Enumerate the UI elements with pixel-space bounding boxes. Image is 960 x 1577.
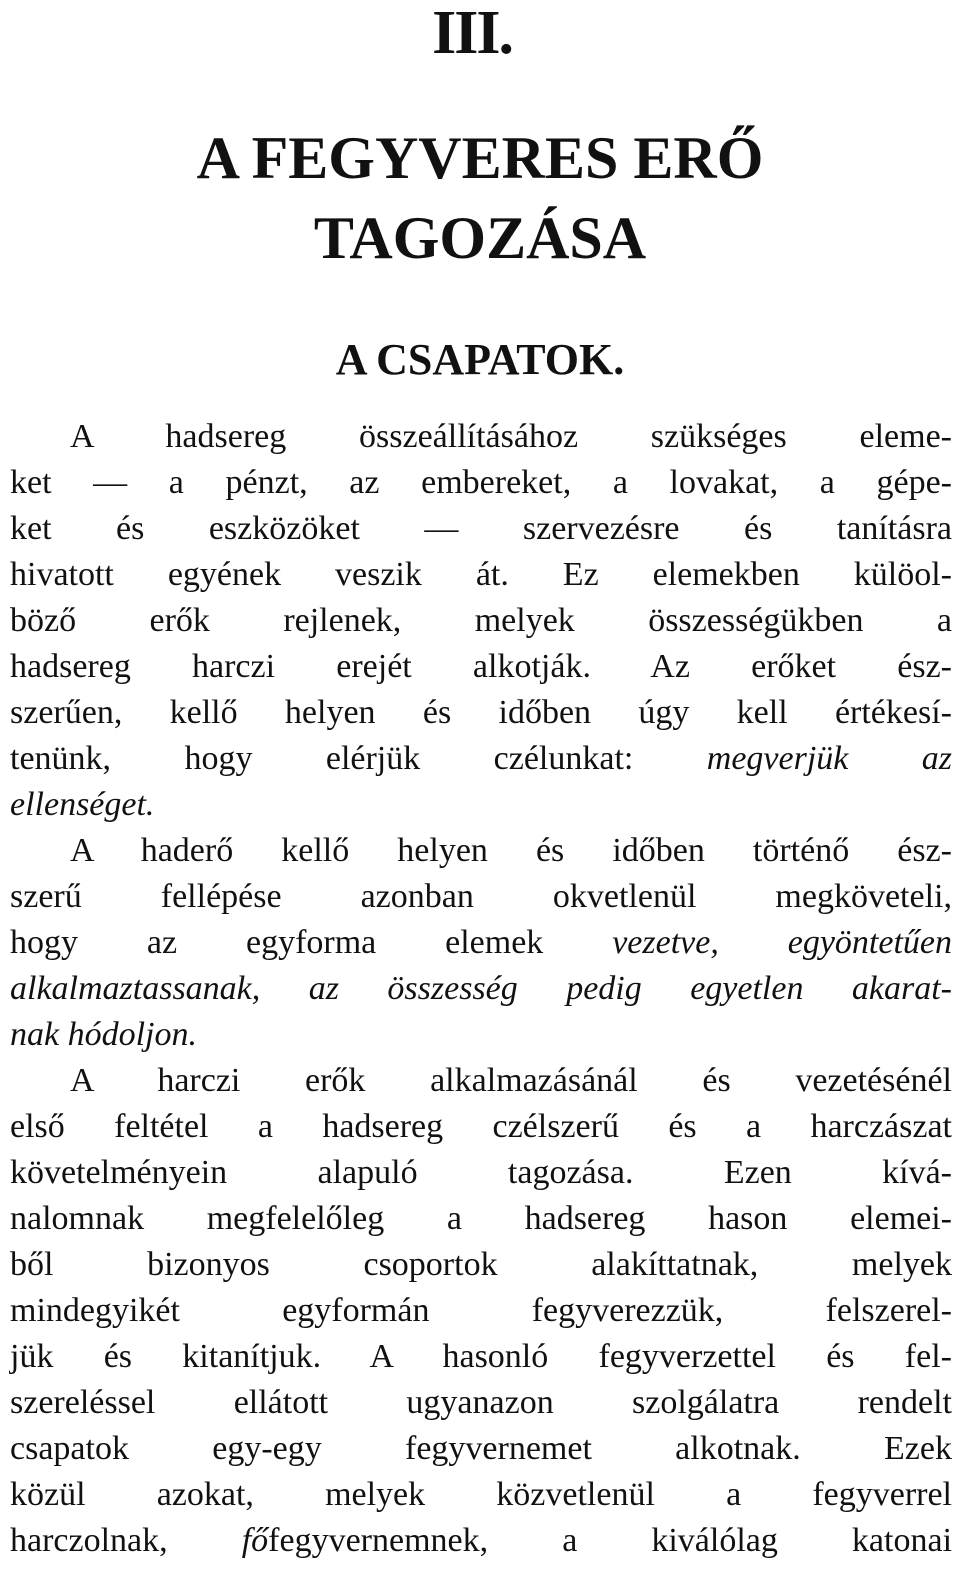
text-line: csapatok egy-egy fegyvernemet alkotnak. Ezek xyxy=(10,1430,952,1467)
paragraph-1 xyxy=(10,414,952,828)
text-line: böző erők rejlenek, melyek összességükben a xyxy=(10,602,952,639)
text-line: jük és kitanítjuk. A hasonló fegyverzettel és fel- xyxy=(10,1338,952,1375)
text-line: nalomnak megfelelőleg a hadsereg hason elemei- xyxy=(10,1200,952,1237)
section-heading: A CSAPATOK. xyxy=(335,335,625,384)
text-line: A hadsereg összeállításához szükséges eleme- xyxy=(70,418,952,455)
paragraph-3 xyxy=(10,1058,952,1564)
text-line: ből bizonyos csoportok alakíttatnak, melyek xyxy=(10,1246,952,1283)
text-line: első feltétel a hadsereg czélszerű és a harczászat xyxy=(10,1108,952,1145)
text-line: hivatott egyének veszik át. Ez elemekben külöol- xyxy=(10,556,952,593)
text-line: követelményein alapuló tagozása. Ezen kívá- xyxy=(10,1154,952,1191)
text-line: szerű fellépése azonban okvetlenül megköveteli, xyxy=(10,878,952,915)
emphasis-text: vezetve, egyöntetűen xyxy=(612,924,953,961)
text-line: ket és eszközöket — szervezésre és tanításra xyxy=(10,510,952,547)
text-line: szereléssel ellátott ugyanazon szolgálatra rendelt xyxy=(10,1384,952,1421)
emphasis-text: alkalmaztassanak, az összesség pedig egyetlen akarat- xyxy=(10,970,952,1007)
emphasis-text: ellenséget. xyxy=(10,786,155,823)
emphasis-text: nak hódoljon. xyxy=(10,1016,197,1053)
chapter-number-text: III. xyxy=(432,0,512,67)
text-segment: fegyvernemnek, a kiválólag katonai xyxy=(268,1522,953,1559)
text-line xyxy=(10,782,952,828)
text-segment: tenünk, hogy elérjük czélunkat: xyxy=(10,740,634,777)
chapter-title-line-2: TAGOZÁSA xyxy=(313,205,647,271)
emphasis-text: megverjük az xyxy=(706,740,952,777)
text-line xyxy=(10,1518,952,1564)
text-line: mindegyikét egyformán fegyverezzük, felszerel- xyxy=(10,1292,952,1329)
emphasis-text: fő xyxy=(241,1522,269,1559)
chapter-number xyxy=(0,0,960,66)
text-line: szerűen, kellő helyen és időben úgy kell értékesí- xyxy=(10,694,952,731)
text-line: hadsereg harczi erejét alkotják. Az erőket ész- xyxy=(10,648,952,685)
chapter-title-line-1: A FEGYVERES ERŐ xyxy=(196,125,764,191)
text-line: A harczi erők alkalmazásánál és vezetésénél xyxy=(70,1062,952,1099)
text-line xyxy=(10,736,952,782)
text-segment: hogy az egyforma elemek xyxy=(10,924,544,961)
text-line xyxy=(10,920,952,966)
paragraph-2 xyxy=(10,828,952,1058)
text-line: A haderő kellő helyen és időben történő ész- xyxy=(70,832,952,869)
text-line xyxy=(10,966,952,1012)
text-line: közül azokat, melyek közvetlenül a fegyverrel xyxy=(10,1476,952,1513)
text-segment: harczolnak, xyxy=(10,1522,168,1559)
text-line: ket — a pénzt, az embereket, a lovakat, a gépe- xyxy=(10,464,952,501)
text-line xyxy=(10,1012,952,1058)
